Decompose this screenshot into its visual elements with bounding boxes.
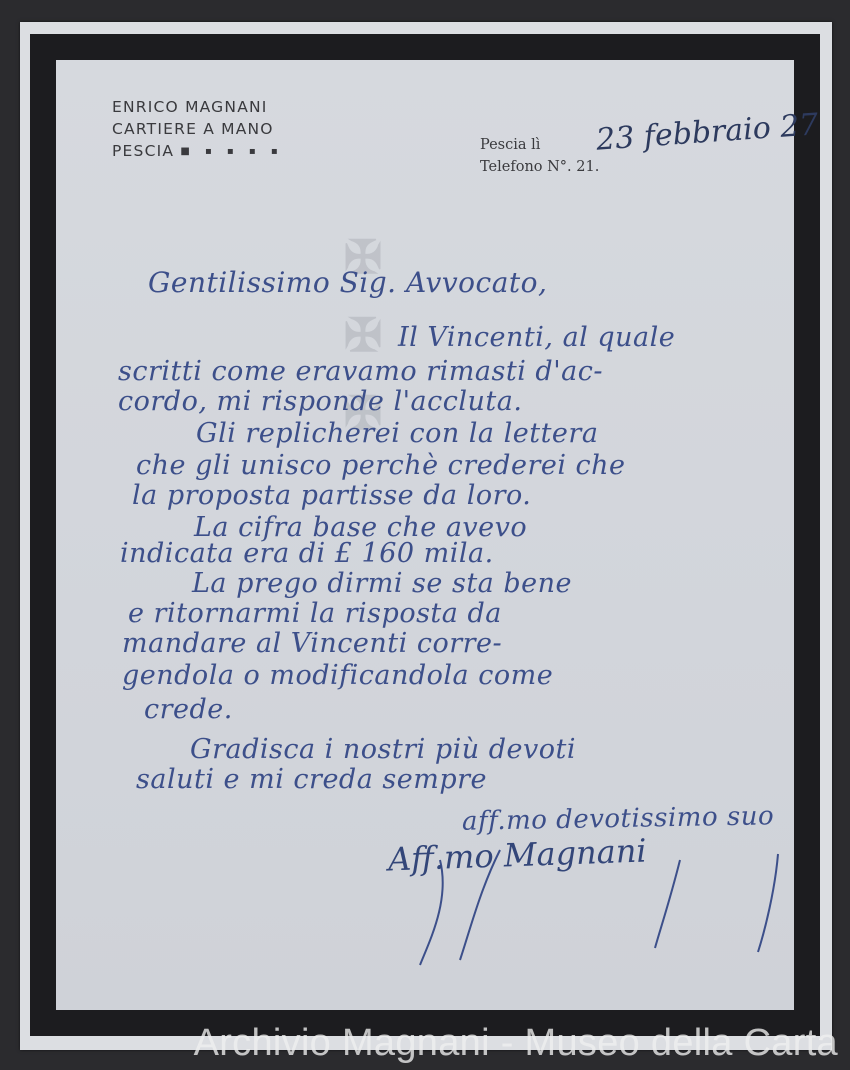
archive-watermark: Archivio Magnani - Museo della Carta [193, 1022, 838, 1064]
body-line: indicata era di £ 160 mila. [120, 538, 494, 569]
paper-watermark: ✠ ✠ ✠ [336, 230, 390, 445]
body-line: mandare al Vincenti corre- [122, 628, 503, 659]
body-line: Gli replicherei con la lettera [196, 418, 599, 449]
letterhead-name: ENRICO MAGNANI [112, 98, 268, 116]
body-line: che gli unisco perchè crederei che [136, 450, 626, 481]
body-line: gendola o modificandola come [122, 660, 554, 691]
body-line: cordo, mi risponde l'accluta. [118, 386, 523, 417]
letterhead [112, 96, 284, 163]
printed-phone: Telefono N°. 21. [480, 159, 600, 175]
body-line: La prego dirmi se sta bene [192, 568, 572, 599]
salutation: Gentilissimo Sig. Avvocato, [148, 266, 548, 299]
body-line: la proposta partisse da loro. [132, 480, 532, 511]
letterhead-city [112, 140, 284, 163]
body-line: La cifra base che avevo [194, 512, 528, 543]
handwritten-date: 23 febbraio 27 [595, 107, 820, 158]
letterhead-business: CARTIERE A MANO [112, 120, 274, 138]
body-line: e ritornarmi la risposta da [128, 598, 502, 629]
body-line: saluti e mi creda sempre [136, 764, 488, 795]
closing-formula: aff.mo devotissimo suo [461, 801, 775, 837]
body-line: scritti come eravamo rimasti d'ac- [118, 356, 603, 387]
letterhead-city-label: PESCIA [112, 142, 175, 160]
body-line: Il Vincenti, al quale [398, 322, 676, 353]
letterhead-dots: ■ ▪ ▪ ▪ ▪ [180, 146, 284, 157]
printed-place: Pescia lì [480, 137, 541, 153]
body-line: crede. [144, 694, 233, 725]
body-line: Gradisca i nostri più devoti [190, 734, 576, 765]
signature: Aff.mo Magnani [387, 831, 648, 879]
